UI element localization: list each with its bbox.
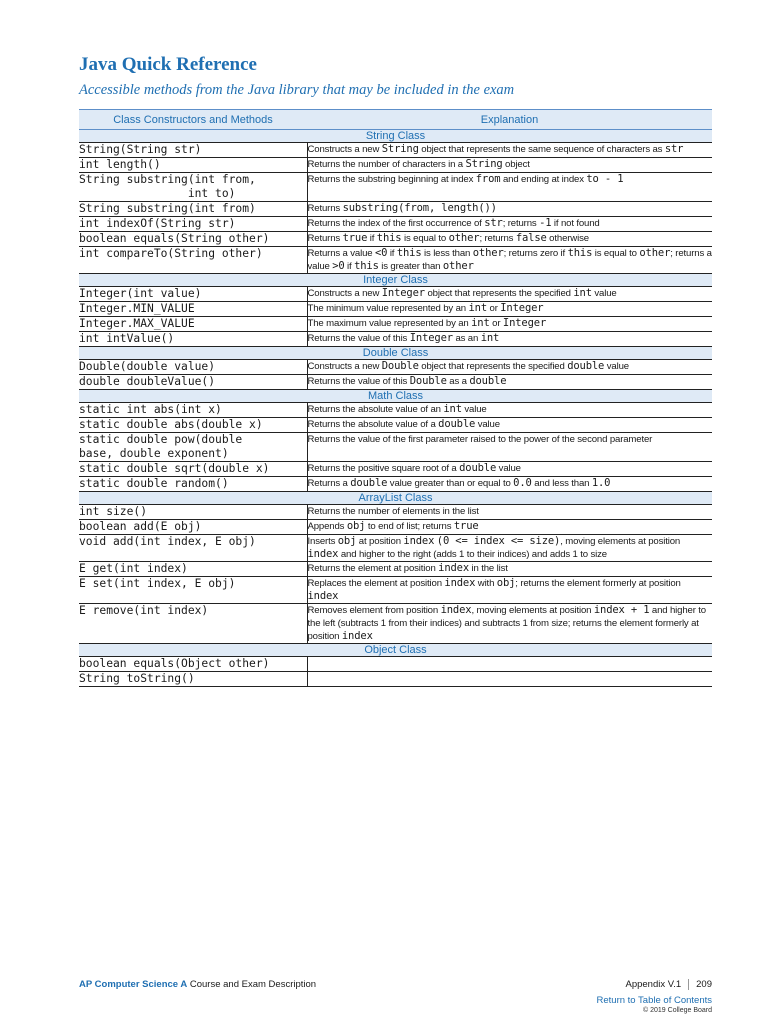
section-title: ArrayList Class	[79, 492, 712, 505]
explanation-text: with	[475, 578, 497, 589]
table-row	[79, 247, 712, 274]
explanation-text: Constructs a new	[307, 144, 382, 155]
table-row	[79, 562, 712, 577]
explanation-text: is less than	[421, 248, 473, 259]
method-explanation	[307, 202, 712, 217]
explanation-text: value greater than or equal to	[387, 478, 514, 489]
table-row	[79, 403, 712, 418]
code-fragment: double	[469, 375, 507, 387]
method-signature: double doubleValue()	[79, 375, 307, 390]
code-fragment: double	[438, 418, 476, 430]
code-fragment: String	[381, 143, 419, 155]
explanation-text: or	[487, 303, 501, 314]
table-row	[79, 317, 712, 332]
method-explanation	[307, 158, 712, 173]
code-fragment: int	[573, 287, 592, 299]
table-row	[79, 657, 712, 672]
method-explanation	[307, 433, 712, 462]
explanation-text: The maximum value represented by an	[307, 318, 472, 329]
code-fragment: 0.0	[513, 477, 532, 489]
code-fragment: index	[438, 562, 470, 574]
code-fragment: int	[480, 332, 500, 344]
code-fragment: this	[376, 232, 402, 244]
footer-course: Course and Exam Description	[189, 979, 317, 990]
explanation-text: Returns the value of the first parameter raised to the power of the second parameter	[307, 434, 653, 445]
section-title: Integer Class	[79, 274, 712, 287]
code-fragment: to - 1	[586, 173, 624, 185]
copyright: © 2019 College Board	[643, 1007, 712, 1014]
code-fragment: this	[396, 247, 422, 259]
table-row	[79, 202, 712, 217]
code-fragment: other	[639, 247, 671, 259]
method-signature: static double sqrt(double x)	[79, 462, 307, 477]
explanation-text: Replaces the element at position	[307, 578, 445, 589]
code-fragment: other	[448, 232, 480, 244]
explanation-text: or	[489, 318, 503, 329]
method-signature: int intValue()	[79, 332, 307, 347]
explanation-text: and ending at index	[500, 174, 587, 185]
method-signature: int size()	[79, 505, 307, 520]
explanation-text: value	[475, 419, 500, 430]
explanation-text: value	[591, 288, 617, 299]
code-fragment: Integer	[502, 317, 547, 329]
section-title: String Class	[79, 130, 712, 143]
explanation-text: at position	[356, 536, 404, 547]
code-fragment: double	[350, 477, 388, 489]
code-fragment: other	[472, 247, 504, 259]
method-signature: String(String str)	[79, 143, 307, 158]
table-row	[79, 433, 712, 462]
table-row	[79, 418, 712, 433]
method-signature: Integer.MAX_VALUE	[79, 317, 307, 332]
explanation-text: Appends	[307, 521, 347, 532]
explanation-text: ; returns	[502, 218, 540, 229]
explanation-text: Returns the index of the first occurrence of	[307, 218, 485, 229]
code-fragment: index	[307, 548, 339, 560]
method-explanation	[307, 302, 712, 317]
code-fragment: 1.0	[591, 477, 611, 489]
table-row	[79, 520, 712, 535]
section-header-row	[79, 347, 712, 360]
method-explanation	[307, 535, 712, 562]
code-fragment: index	[403, 535, 435, 547]
code-fragment: index + 1	[593, 604, 650, 616]
explanation-text: Returns the absolute value of an	[307, 404, 444, 415]
method-signature: static double abs(double x)	[79, 418, 307, 433]
method-explanation	[307, 360, 712, 375]
code-fragment: true	[342, 232, 368, 244]
code-fragment: other	[442, 260, 474, 272]
explanation-text: Returns the number of elements in the list	[307, 506, 479, 517]
method-signature: static int abs(int x)	[79, 403, 307, 418]
explanation-text: Returns the positive square root of a	[307, 463, 460, 474]
code-fragment: false	[515, 232, 547, 244]
section-title: Object Class	[79, 644, 712, 657]
footer-divider	[688, 979, 689, 990]
explanation-text: object that represents the specified	[424, 288, 574, 299]
code-fragment: index	[307, 590, 339, 602]
explanation-text: to end of list; returns	[365, 521, 454, 532]
method-explanation	[307, 520, 712, 535]
explanation-text: and less than	[531, 478, 592, 489]
method-explanation	[307, 217, 712, 232]
code-fragment: index	[440, 604, 472, 616]
method-explanation	[307, 577, 712, 604]
code-fragment: true	[453, 520, 479, 532]
explanation-text: Constructs a new	[307, 361, 382, 372]
section-title: Math Class	[79, 390, 712, 403]
explanation-text: Returns the number of characters in a	[307, 159, 466, 170]
explanation-text: Returns the value of this	[307, 333, 410, 344]
explanation-text: if	[367, 233, 377, 244]
code-fragment: int	[443, 403, 462, 415]
method-explanation	[307, 462, 712, 477]
explanation-text: Returns	[307, 203, 343, 214]
explanation-text: , moving elements at position	[471, 605, 594, 616]
code-fragment: -1	[539, 217, 552, 229]
method-explanation	[307, 287, 712, 302]
explanation-text: Removes element from position	[307, 605, 441, 616]
section-header-row	[79, 492, 712, 505]
explanation-text: value	[604, 361, 629, 372]
explanation-text: Returns the substring beginning at index	[307, 174, 476, 185]
code-fragment: Integer	[409, 332, 453, 344]
table-row	[79, 535, 712, 562]
footer-brand: AP Computer Science A	[79, 979, 188, 990]
toc-link[interactable]: Return to Table of Contents	[596, 995, 712, 1006]
header-explanation: Explanation	[307, 110, 712, 130]
code-fragment: Double	[409, 375, 447, 387]
table-row	[79, 604, 712, 644]
footer-right	[625, 979, 712, 990]
explanation-text: is equal to	[592, 248, 640, 259]
explanation-text: object	[502, 159, 530, 170]
code-fragment: Double	[381, 360, 419, 372]
method-signature: E remove(int index)	[79, 604, 307, 644]
method-signature: String substring(int from, int to)	[79, 173, 307, 202]
section-header-row	[79, 274, 712, 287]
method-explanation	[307, 477, 712, 492]
method-signature: int length()	[79, 158, 307, 173]
code-fragment: Integer	[500, 302, 544, 314]
code-fragment: double	[567, 360, 605, 372]
method-signature: Double(double value)	[79, 360, 307, 375]
explanation-text: Returns a value	[307, 248, 375, 259]
explanation-text: is equal to	[401, 233, 449, 244]
code-fragment: Integer	[381, 287, 425, 299]
method-signature: String substring(int from)	[79, 202, 307, 217]
method-signature: boolean equals(String other)	[79, 232, 307, 247]
explanation-text: as a	[446, 376, 470, 387]
explanation-text: otherwise	[546, 233, 589, 244]
table-row	[79, 232, 712, 247]
section-header-row	[79, 644, 712, 657]
method-explanation	[307, 247, 712, 274]
table-row	[79, 217, 712, 232]
explanation-text: as an	[452, 333, 481, 344]
code-fragment: substring(from, length())	[342, 202, 497, 214]
table-row	[79, 302, 712, 317]
table-row	[79, 158, 712, 173]
section-header-row	[79, 390, 712, 403]
section-title: Double Class	[79, 347, 712, 360]
method-explanation	[307, 657, 712, 672]
method-explanation	[307, 505, 712, 520]
code-fragment: int	[468, 302, 487, 314]
explanation-text: Returns	[307, 233, 343, 244]
page-subtitle: Accessible methods from the Java library that may be included in the exam	[79, 82, 515, 98]
table-row	[79, 287, 712, 302]
method-signature: Integer.MIN_VALUE	[79, 302, 307, 317]
table-row	[79, 332, 712, 347]
method-explanation	[307, 375, 712, 390]
code-fragment: >0	[332, 260, 345, 272]
method-explanation	[307, 562, 712, 577]
method-signature: Integer(int value)	[79, 287, 307, 302]
explanation-text: Returns a	[307, 478, 351, 489]
code-fragment: this	[354, 260, 379, 272]
code-fragment: from	[475, 173, 501, 185]
explanation-text: if	[344, 261, 355, 272]
method-signature: int indexOf(String str)	[79, 217, 307, 232]
page-title: Java Quick Reference	[79, 54, 257, 75]
table-row	[79, 375, 712, 390]
method-explanation	[307, 418, 712, 433]
method-signature: E set(int index, E obj)	[79, 577, 307, 604]
explanation-text: and higher to the left (subtracts 1 from their indices) and subtracts 1 from size; returns the element formerly at position	[307, 605, 706, 642]
method-signature: boolean equals(Object other)	[79, 657, 307, 672]
table-row	[79, 505, 712, 520]
explanation-text: is greater than	[378, 261, 443, 272]
header-methods: Class Constructors and Methods	[79, 110, 307, 130]
method-signature: String toString()	[79, 672, 307, 687]
section-header-row	[79, 130, 712, 143]
footer-appendix: Appendix V.1	[625, 979, 682, 991]
explanation-text: Inserts	[307, 536, 338, 547]
code-fragment: this	[567, 247, 593, 259]
explanation-text: Constructs a new	[307, 288, 382, 299]
method-signature: int compareTo(String other)	[79, 247, 307, 274]
explanation-text: and higher to the right (adds 1 to their indices) and adds 1 to size	[338, 549, 607, 560]
table-row	[79, 360, 712, 375]
method-signature: static double random()	[79, 477, 307, 492]
explanation-text: in the list	[469, 563, 508, 574]
method-explanation	[307, 672, 712, 687]
table-row	[79, 173, 712, 202]
explanation-text: ; returns zero if	[503, 248, 568, 259]
method-signature: void add(int index, E obj)	[79, 535, 307, 562]
code-fragment: obj	[496, 577, 516, 589]
table-row	[79, 462, 712, 477]
method-explanation	[307, 604, 712, 644]
explanation-text: Returns the absolute value of a	[307, 419, 439, 430]
method-explanation	[307, 317, 712, 332]
explanation-text: ; returns	[479, 233, 516, 244]
explanation-text: The minimum value represented by an	[307, 303, 469, 314]
code-fragment: str	[664, 143, 684, 155]
table-row	[79, 577, 712, 604]
footer-left	[79, 979, 316, 990]
method-explanation	[307, 232, 712, 247]
explanation-text: ; returns the element formerly at position	[515, 578, 681, 589]
code-fragment: obj	[346, 520, 366, 532]
method-explanation	[307, 173, 712, 202]
reference-table-body	[79, 130, 712, 687]
code-fragment: index	[444, 577, 476, 589]
explanation-text: object that represents the specified	[418, 361, 568, 372]
table-row	[79, 477, 712, 492]
explanation-text: , moving elements at position	[560, 536, 681, 547]
method-explanation	[307, 143, 712, 158]
code-fragment: <0	[374, 247, 388, 259]
explanation-text: ; returns a value	[307, 248, 712, 272]
code-fragment: index	[341, 630, 373, 642]
table-row	[79, 672, 712, 687]
explanation-text: value	[461, 404, 487, 415]
method-explanation	[307, 332, 712, 347]
explanation-text: object that represents the same sequence of characters as	[418, 144, 665, 155]
code-fragment: str	[484, 217, 503, 229]
reference-table	[79, 109, 712, 687]
explanation-text: if	[387, 248, 397, 259]
page-number: 209	[696, 979, 712, 991]
explanation-text: Returns the element at position	[307, 563, 439, 574]
code-fragment: double	[459, 462, 497, 474]
explanation-text: if not found	[551, 218, 600, 229]
method-explanation	[307, 403, 712, 418]
method-signature: boolean add(E obj)	[79, 520, 307, 535]
method-signature: static double pow(double base, double exponent)	[79, 433, 307, 462]
method-signature: E get(int index)	[79, 562, 307, 577]
code-fragment: String	[465, 158, 503, 170]
table-row	[79, 143, 712, 158]
explanation-text: value	[496, 463, 521, 474]
explanation-text: Returns the value of this	[307, 376, 410, 387]
code-fragment: int	[471, 317, 490, 329]
code-fragment: obj	[337, 535, 357, 547]
code-fragment: (0 <= index <= size)	[436, 535, 561, 547]
